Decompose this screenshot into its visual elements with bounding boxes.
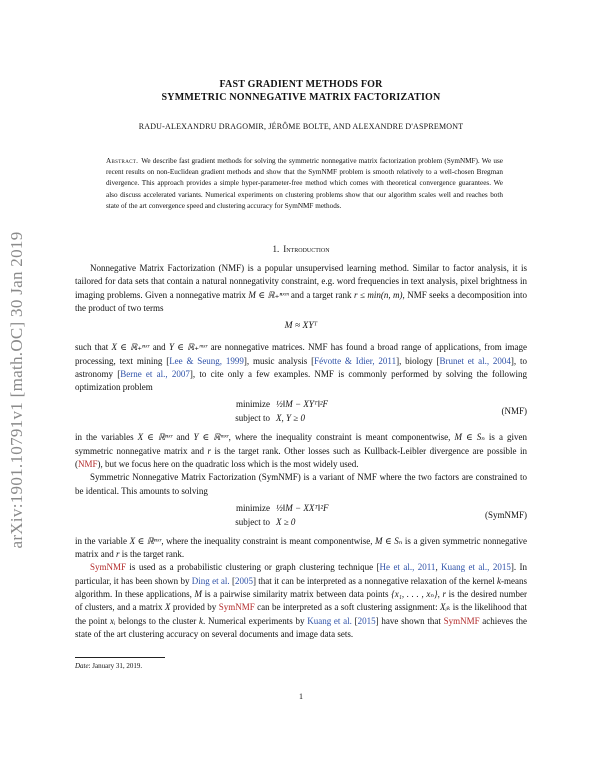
text-run: is a given symmetric nonnegative matrix and (75, 432, 528, 456)
subject-to-keyword: subject to (235, 413, 270, 424)
symnmf-optimization-problem (75, 503, 527, 531)
inline-math: X ∈ ℝⁿˣʳ (129, 535, 162, 546)
text-run: and (149, 342, 169, 353)
equation-reference-link[interactable]: SymNMF (218, 602, 255, 613)
paper-page (75, 78, 527, 701)
inline-math: M ∈ ℝ₊ⁿˣᵐ (248, 289, 289, 300)
text-run: is used as a probabilistic clustering or graph clustering technique [ (126, 562, 380, 573)
text-run: -means algorithm. In these applications, (75, 575, 528, 600)
paper-title (75, 78, 527, 104)
text-run: in the variables (75, 432, 138, 443)
inline-math: r ≤ min(n, m) (354, 289, 403, 300)
section-name: Introduction (283, 244, 330, 255)
citation-link[interactable]: 2005 (234, 575, 253, 586)
title-line-2: SYMMETRIC NONNEGATIVE MATRIX FACTORIZATION (161, 92, 441, 103)
text-run: is a given symmetric nonnegative matrix and (75, 535, 527, 560)
author-list: RADU-ALEXANDRU DRAGOMIR, JÉRÔME BOLTE, AND ALEXANDRE D'ASPREMONT (138, 122, 464, 131)
equation-reference-link[interactable]: SymNMF (443, 615, 480, 626)
citation-link[interactable]: Lee & Seung, 1999 (169, 355, 244, 366)
page-number: 1 (299, 692, 303, 702)
citation-link[interactable]: Kuang et al., 2015 (441, 562, 511, 573)
intro-paragraph-2 (75, 341, 527, 394)
text-run: ], biology [ (396, 355, 440, 366)
text-run: is the target rank. (119, 549, 185, 560)
inline-math: M (194, 589, 203, 600)
text-run: achieves the state of the art clustering accuracy on several documents and image data sets. (75, 615, 528, 639)
text-run: ), but we focus here on the quadratic loss which is the most widely used. (97, 458, 359, 469)
text-run: is a pairwise similarity matrix between data points (202, 589, 392, 600)
subject-to-keyword: subject to (235, 516, 270, 527)
text-run: in the variable (75, 535, 130, 546)
arxiv-identifier: arXiv:1901.10791v1 [math.OC] 30 Jan 2019 (7, 231, 26, 549)
citation-link[interactable]: Berne et al., 2007 (120, 368, 190, 379)
inline-math: X ∈ ℝ₊ⁿˣʳ (111, 342, 150, 353)
text-run: , where the inequality constraint is meant componentwise, (161, 535, 375, 546)
intro-paragraph-6 (75, 561, 527, 641)
inline-math: {x₁, . . . , xₙ} (391, 589, 438, 600)
citation-link[interactable]: Kuang et al. (307, 615, 352, 626)
text-run: ], music analysis [ (243, 355, 315, 366)
symnmf-constraint: X ≥ 0 (276, 516, 296, 527)
footnote-text: : January 31, 2019. (88, 662, 143, 671)
text-run: belongs to the cluster (115, 615, 200, 626)
citation-link[interactable]: Févotte & Idier, 2011 (314, 355, 397, 366)
text-run: and (172, 432, 194, 443)
text-run: [ (229, 575, 235, 586)
minimize-keyword: minimize (236, 502, 270, 513)
text-run: [ (351, 615, 358, 626)
abstract-label: Abstract. (106, 157, 139, 165)
intro-paragraph-4: Symmetric Nonnegative Matrix Factorization (SymNMF) is a variant of NMF where the two factors are constrained to be identical. This amounts to solving (75, 472, 527, 496)
text-run: are nonnegative matrices. NMF has found a broad range of applications, from image processing, text mining [ (75, 342, 528, 366)
text-run: is the likelihood that the point (75, 602, 527, 626)
text-run: , (437, 589, 443, 600)
equation-reference-link[interactable]: NMF (78, 458, 98, 469)
symnmf-objective: ½‖M − XXᵀ‖²F (276, 502, 329, 513)
text-run: ]. In particular, it has been shown by (75, 562, 528, 586)
equation-tag-nmf: (NMF) (501, 406, 527, 417)
citation-link[interactable]: 2015 (357, 615, 376, 626)
nmf-objective: ½‖M − XYᵀ‖²F (276, 399, 329, 410)
citation-link[interactable]: Brunet et al., 2004 (439, 355, 511, 366)
inline-math: Y ∈ ℝ₊ᵐˣʳ (168, 342, 208, 353)
arxiv-side-stamp (4, 200, 30, 580)
footnote-label: Date (75, 662, 89, 671)
section-number: 1. (272, 244, 280, 255)
text-run: is the desired number of clusters, and a matrix (75, 589, 527, 613)
abstract (106, 156, 503, 212)
abstract-text: We describe fast gradient methods for solving the symmetric nonnegative matrix factorization problem (SymNMF). We use recent results on non-Euclidean gradient methods and show that the SymNMF problem is smooth relatively to a well-chosen Bregman divergence. This approach provides a simple hyper-parameter-free method which comes with theoretical convergence guarantees. We also discuss accelerated variants. Numerical experiments on clustering problems show that our algorithm scales well and reaches both state of the art convergence speed and clustering accuracy for SymNMF methods. (106, 157, 503, 210)
inline-math: k (199, 615, 204, 626)
citation-link[interactable]: He et al., 2011 (379, 562, 436, 573)
citation-link[interactable]: Ding et al. (191, 575, 230, 586)
inline-math: M ∈ Sₙ (375, 535, 403, 546)
section-heading (75, 244, 527, 254)
nmf-optimization-problem (75, 399, 527, 427)
text-run: . Numerical experiments by (203, 615, 308, 626)
text-run: Nonnegative Matrix Factorization (NMF) is a popular unsupervised learning method. Similar to factor analysis, it is tailored for data sets that contain a natural nonnegativity constraint, e.g. word frequencies in text analysis, pixel brightness in imaging problems. Given a nonnegative matrix (75, 263, 527, 300)
inline-math: X (164, 602, 171, 613)
equation-approx: M ≈ XYᵀ (284, 321, 318, 332)
text-run: can be interpreted as a soft clustering assignment: (254, 602, 441, 613)
inline-math: Y ∈ ℝᵐˣʳ (193, 432, 229, 443)
inline-math: r (442, 589, 446, 600)
title-line-1: FAST GRADIENT METHODS FOR (219, 79, 383, 90)
text-run: ] have shown that (375, 615, 444, 626)
minimize-keyword: minimize (236, 399, 270, 410)
text-run: is the target rank. Other losses such as Kullback-Leibler divergence are possible in ( (75, 445, 527, 469)
date-footnote (75, 662, 527, 670)
inline-math: r (116, 549, 120, 560)
text-run: provided by (170, 602, 219, 613)
inline-math: r (207, 445, 212, 456)
equation-reference-link[interactable]: SymNMF (90, 562, 127, 573)
text-run: , (435, 562, 442, 573)
text-run: ], to cite only a few examples. NMF is commonly performed by solving the following optimization problem (75, 368, 527, 393)
text-run: , NMF seeks a decomposition into the product of two terms (75, 289, 528, 313)
intro-paragraph-1 (75, 262, 527, 315)
text-run: and a target rank (288, 289, 354, 300)
inline-math: M ∈ Sₙ (454, 432, 485, 443)
inline-math: X ∈ ℝⁿˣʳ (137, 432, 173, 443)
inline-math: k (497, 575, 502, 586)
text-run: , where the inequality constraint is meant componentwise, (228, 432, 455, 443)
text-run: ] that it can be interpreted as a nonnegative relaxation of the kernel (252, 575, 498, 586)
nmf-constraint: X, Y ≥ 0 (276, 413, 305, 424)
intro-paragraph-5 (75, 535, 527, 562)
intro-paragraph-3 (75, 431, 527, 471)
footnote-divider (75, 657, 165, 658)
inline-math: Xᵢₖ (440, 602, 451, 613)
text-run: such that (75, 342, 112, 353)
text-run: ], to astronomy [ (75, 355, 527, 379)
inline-math: xᵢ (109, 615, 116, 626)
equation-tag-symnmf: (SymNMF) (484, 509, 527, 520)
